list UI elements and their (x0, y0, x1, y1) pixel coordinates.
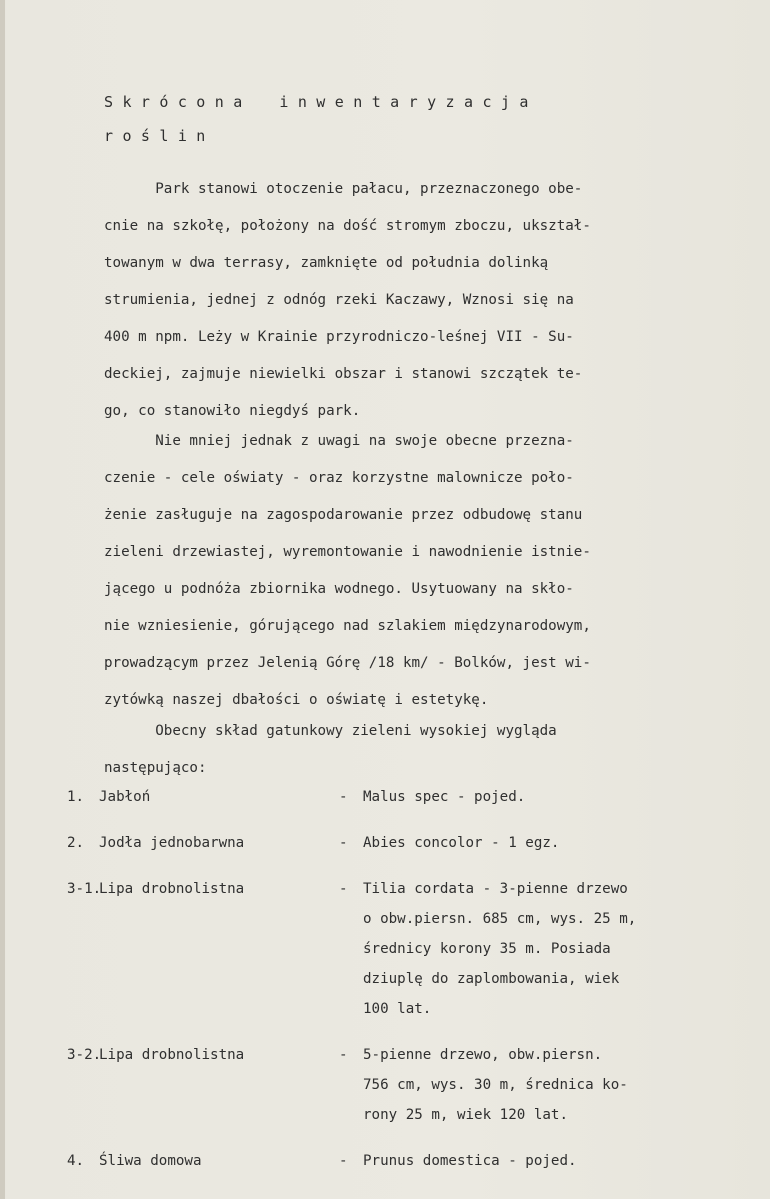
title-line-2: r o ś l i n (104, 127, 206, 145)
description-line: Malus spec - pojed. (363, 789, 526, 805)
item-number: 1. (67, 789, 85, 805)
item-name: Lipa drobnolistna (99, 881, 245, 897)
item-name: Jodła jednobarwna (99, 835, 245, 851)
item-number: 4. (67, 1153, 85, 1169)
text-line: 400 m npm. Leży w Krainie przyrodniczo-leśnej VII - Su- (104, 329, 574, 345)
item-dash: - (339, 789, 348, 805)
text-line: Nie mniej jednak z uwagi na swoje obecne przezna- (104, 433, 574, 449)
item-description (363, 874, 757, 1024)
item-dash: - (339, 835, 348, 851)
item-description (363, 782, 757, 812)
item-name: Lipa drobnolistna (99, 1047, 245, 1063)
item-name: Jabłoń (99, 789, 151, 805)
description-line: rony 25 m, wiek 120 lat. (363, 1107, 568, 1123)
description-line: Tilia cordata - 3-pienne drzewo (363, 881, 628, 897)
list-item (67, 828, 757, 858)
text-line: strumienia, jednej z odnóg rzeki Kaczawy, Wznosi się na (104, 292, 574, 308)
text-line: nie wzniesienie, górującego nad szlakiem międzynarodowym, (104, 618, 591, 634)
item-description (363, 1040, 757, 1130)
description-line: Prunus domestica - pojed. (363, 1153, 577, 1169)
description-line: o obw.piersn. 685 cm, wys. 25 m, (363, 911, 637, 927)
list-item (67, 782, 757, 812)
text-line: zieleni drzewiastej, wyremontowanie i nawodnienie istnie- (104, 544, 591, 560)
text-line: żenie zasługuje na zagospodarowanie przez odbudowę stanu (104, 507, 583, 523)
item-number: 3-2. (67, 1047, 102, 1063)
text-line: zytówką naszej dbałości o oświatę i estetykę. (104, 692, 489, 708)
item-description (363, 828, 757, 858)
text-line: deckiej, zajmuje niewielki obszar i stanowi szczątek te- (104, 366, 583, 382)
paragraph-3 (104, 713, 724, 787)
description-line: 100 lat. (363, 1001, 432, 1017)
item-dash: - (339, 1047, 348, 1063)
species-list (67, 782, 757, 1176)
item-description (363, 1146, 757, 1176)
item-dash: - (339, 881, 348, 897)
item-dash: - (339, 1153, 348, 1169)
item-number: 3-1. (67, 881, 102, 897)
paragraph-2 (104, 423, 724, 719)
text-line: go, co stanowiło niegdyś park. (104, 403, 361, 419)
item-name: Śliwa domowa (99, 1153, 202, 1169)
text-line: czenie - cele oświaty - oraz korzystne malownicze poło- (104, 470, 574, 486)
description-line: 756 cm, wys. 30 m, średnica ko- (363, 1077, 628, 1093)
text-line: Obecny skład gatunkowy zieleni wysokiej wygląda (104, 723, 557, 739)
list-item (67, 1146, 757, 1176)
item-number: 2. (67, 835, 85, 851)
description-line: 5-pienne drzewo, obw.piersn. (363, 1047, 603, 1063)
description-line: średnicy korony 35 m. Posiada (363, 941, 611, 957)
page-edge (0, 0, 5, 1199)
description-line: Abies concolor - 1 egz. (363, 835, 560, 851)
text-line: następująco: (104, 760, 207, 776)
list-item (67, 1040, 757, 1130)
text-line: prowadzącym przez Jelenią Górę /18 km/ - Bolków, jest wi- (104, 655, 591, 671)
paragraph-1 (104, 171, 724, 430)
title-line-1: S k r ó c o n a i n w e n t a r y z a c j a (104, 93, 529, 111)
text-line: Park stanowi otoczenie pałacu, przeznaczonego obe- (104, 181, 583, 197)
text-line: cnie na szkołę, położony na dość stromym zboczu, ukształ- (104, 218, 591, 234)
text-line: towanym w dwa terrasy, zamknięte od południa dolinką (104, 255, 549, 271)
list-item (67, 874, 757, 1024)
text-line: jącego u podnóża zbiornika wodnego. Usytuowany na skło- (104, 581, 574, 597)
description-line: dziuplę do zaplombowania, wiek (363, 971, 620, 987)
